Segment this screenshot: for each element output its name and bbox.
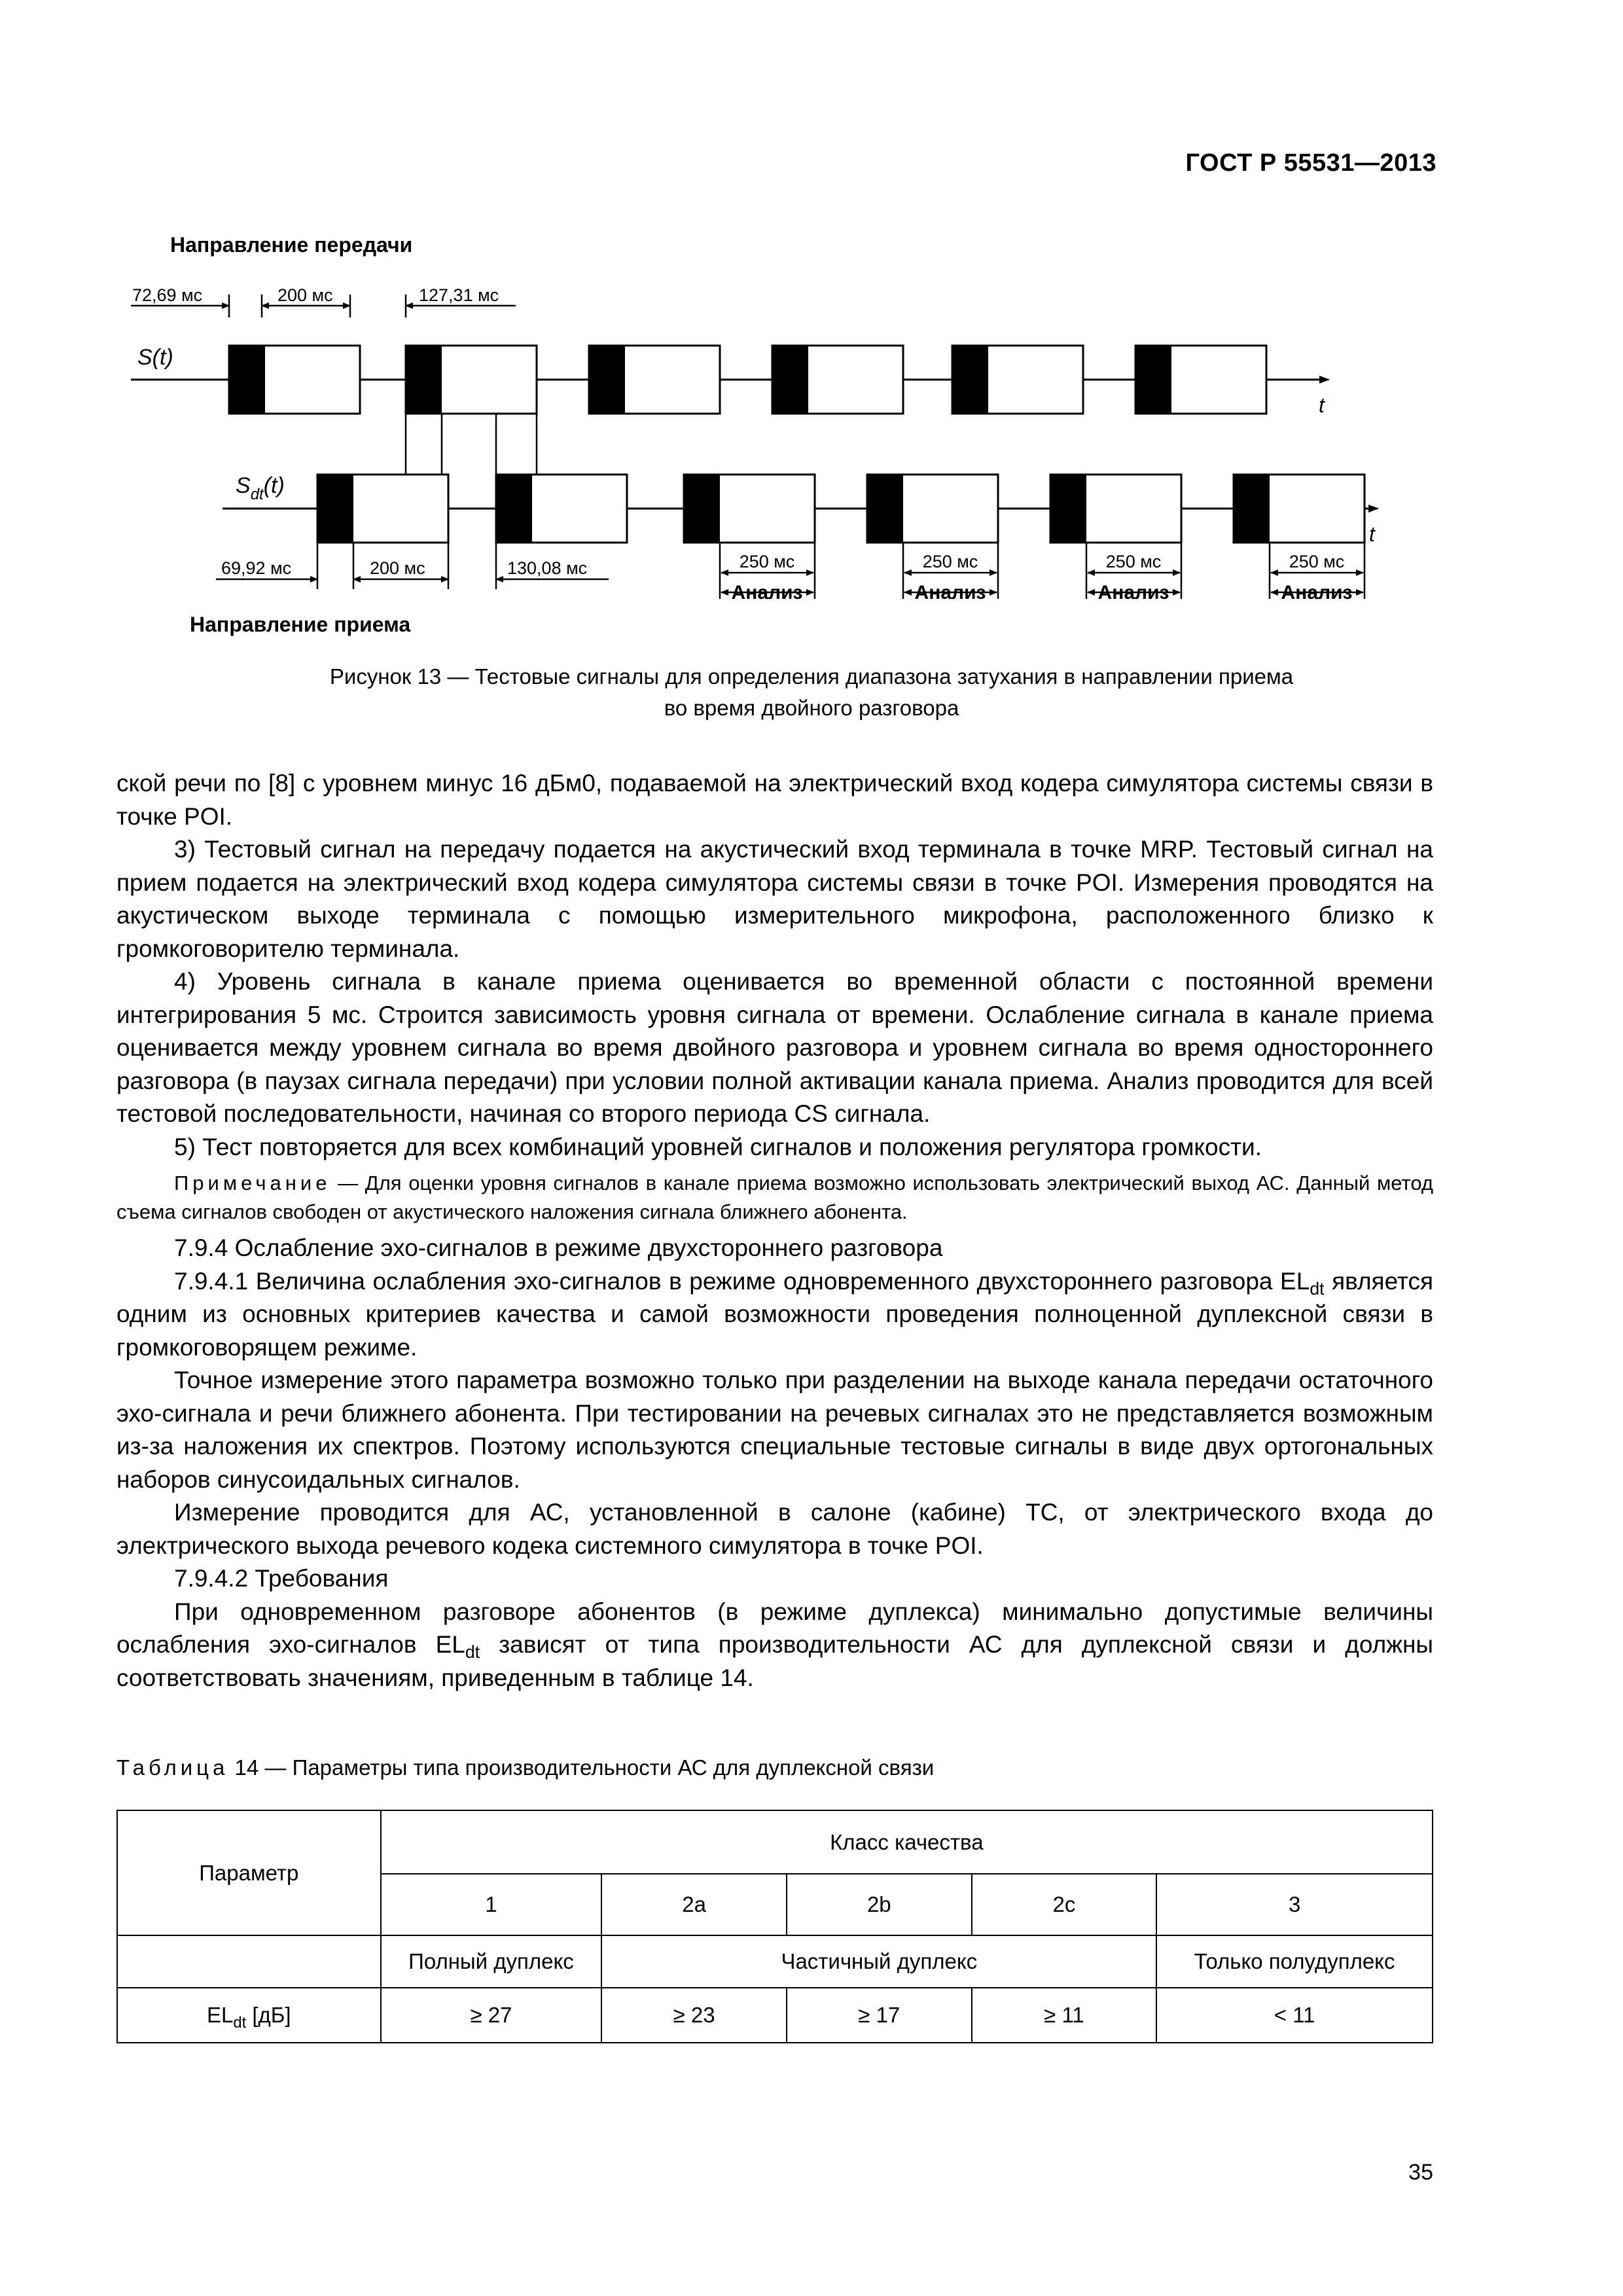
sdt-t-label: $S_{dt}(t)$ (236, 473, 285, 503)
sdt-t-pulse-1 (317, 475, 448, 543)
class-cell: 2c (972, 1874, 1157, 1935)
class-cell: 1 (381, 1874, 602, 1935)
analysis-label: Анализ (731, 582, 803, 603)
note (116, 1169, 1433, 1227)
analysis-duration-label: 250 мс (922, 552, 978, 571)
value-cell: ≥ 27 (381, 1988, 602, 2043)
sdt-t-pulse-4 (867, 475, 998, 543)
mode-cell: Частичный дуплекс (601, 1935, 1156, 1988)
s-t-pulse-4 (772, 346, 903, 414)
s-t-axis-t-label: t (1319, 393, 1325, 417)
class-cell: 2b (787, 1874, 972, 1935)
transmit-direction-label: Направление передачи (170, 233, 413, 257)
note-text: — Для оценки уровня сигналов в канале приема возможно использовать электрический выход АС. Данный метод съема сигналов свободен от акустического наложения сигнала ближнего абонента. (116, 1172, 1433, 1223)
parameter-table (116, 1810, 1433, 2043)
class-cell: 2a (601, 1874, 787, 1935)
value-cell: ≥ 23 (601, 1988, 787, 2043)
value-cell: ≥ 11 (972, 1988, 1157, 2043)
mode-cell: Только полудуплекс (1156, 1935, 1433, 1988)
sdt-t-pulse-5 (1050, 475, 1181, 543)
figure-13 (124, 226, 1381, 645)
section-heading: 7.9.4 Ослабление эхо-сигналов в режиме двухстороннего разговора (174, 1234, 943, 1261)
note-label: Примечание (174, 1172, 331, 1194)
dim-130-08: 130,08 мс (507, 558, 588, 578)
figure-caption (118, 661, 1505, 724)
paragraph: При одновременном разговоре абонентов (в режиме дуплекса) минимально допустимые величины ослабления эхо-сигналов $EL_{dt}$ зависят от типа производительности АС для дуплексной связи и должны соответствовать значениям, приведенным в таблице 14. (116, 1598, 1433, 1691)
row-param: $EL_{dt}$ [дБ] (117, 1988, 381, 2043)
analysis-window-3 (1086, 543, 1181, 603)
dim-200-top: 200 мс (277, 285, 333, 305)
analysis-window-2 (903, 543, 998, 603)
analysis-duration-label: 250 мс (739, 552, 795, 571)
class-cell: 3 (1156, 1874, 1433, 1935)
page-number: 35 (1408, 2160, 1433, 2185)
body-text (116, 767, 1433, 1695)
s-t-pulse-1 (229, 346, 360, 414)
paragraph: ской речи по [8] с уровнем минус 16 дБм0, подаваемой на электрический вход кодера симулятора системы связи в точке POI. (116, 770, 1433, 830)
analysis-duration-label: 250 мс (1105, 552, 1162, 571)
paragraph: Точное измерение этого параметра возможно только при разделении на выходе канала передачи остаточного эхо-сигнала и речи ближнего абонента. При тестировании на речевых сигналах это не представляется возможным из-за наложения их спектров. Поэтому используются специальные тестовые сигналы в виде двух ортогональных наборов синусоидальных сигналов. (116, 1367, 1433, 1493)
s-t-pulse-5 (952, 346, 1083, 414)
paragraph: 5) Тест повторяется для всех комбинаций уровней сигналов и положения регулятора громкости. (174, 1133, 1262, 1160)
mode-cell: Полный дуплекс (381, 1935, 602, 1988)
param-header: Параметр (117, 1810, 381, 1935)
dim-200-bottom: 200 мс (370, 558, 425, 578)
sdt-t-pulse-6 (1234, 475, 1364, 543)
paragraph: 3) Тестовый сигнал на передачу подается на акустический вход терминала в точке MRP. Тестовый сигнал на прием подается на электрический вход кодера симулятора системы связи в точке POI. Измерения проводятся на акустическом выходе терминала с помощью измерительного микрофона, расположенного близко к громкоговорителю терминала. (116, 836, 1433, 962)
s-t-pulse-6 (1135, 346, 1266, 414)
analysis-duration-label: 250 мс (1289, 552, 1345, 571)
dim-69-92: 69,92 мс (221, 558, 292, 578)
paragraph: 4) Уровень сигнала в канале приема оценивается во временной области с постоянной времени интегрирования 5 мс. Строится зависимость уровня сигнала от времени. Ослабление сигнала в канале приема оценивается между уровнем сигнала во время двойного разговора и уровнем сигнала во время одностороннего разговора (в паузах сигнала передачи) при условии полной активации канала приема. Анализ проводится для всей тестовой последовательности, начиная со второго периода CS сигнала. (116, 968, 1433, 1127)
class-header: Класс качества (381, 1810, 1433, 1874)
s-t-pulse-3 (589, 346, 720, 414)
analysis-window-1 (720, 543, 815, 603)
sdt-t-pulse-3 (684, 475, 815, 543)
value-cell: ≥ 17 (787, 1988, 972, 2043)
analysis-label: Анализ (914, 582, 986, 603)
analysis-label: Анализ (1097, 582, 1169, 603)
analysis-window-4 (1270, 543, 1364, 603)
empty-cell (117, 1935, 381, 1988)
sdt-t-pulse-2 (496, 475, 627, 543)
paragraph: Измерение проводится для АС, установленной в салоне (кабине) ТС, от электрического входа до электрического выхода речевого кодека системного симулятора в точке POI. (116, 1499, 1433, 1559)
section-heading: 7.9.4.2 Требования (174, 1565, 389, 1592)
s-t-label: S(t) (137, 345, 173, 370)
receive-direction-label: Направление приема (190, 613, 411, 636)
value-cell: < 11 (1156, 1988, 1433, 2043)
dim-127-31: 127,31 мс (419, 285, 499, 305)
s-t-pulse-2 (406, 346, 537, 414)
paragraph: 7.9.4.1 Величина ослабления эхо-сигналов в режиме одновременного двухстороннего разговора $EL_{dt}$ является одним из основных критериев качества и самой возможности проведения полноценной дуплексной связи в громкоговорящем режиме. (116, 1267, 1433, 1361)
analysis-label: Анализ (1281, 582, 1353, 603)
sdt-t-axis-t-label: t (1369, 522, 1375, 546)
dim-72-69: 72,69 мс (132, 285, 203, 305)
caption-line-1: Рисунок 13 — Тестовые сигналы для определения диапазона затухания в направлении приема (329, 664, 1294, 689)
test-signal-diagram (124, 226, 1381, 645)
caption-line-2: во время двойного разговора (664, 696, 959, 720)
document-header: ГОСТ Р 55531—2013 (1185, 149, 1436, 177)
table-title: Таблица 14 — Параметры типа производительности АС для дуплексной связи (116, 1755, 935, 1780)
